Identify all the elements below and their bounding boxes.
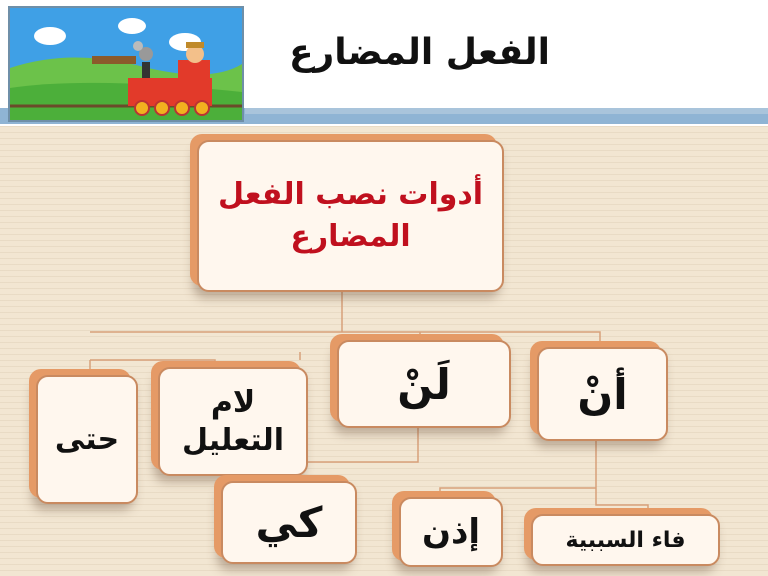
node-lan-label: لَنْ — [397, 359, 451, 409]
node-lan — [337, 340, 511, 428]
node-lam-label-line1: لام — [210, 385, 256, 420]
node-kay-label: كي — [255, 498, 323, 547]
node-faa-alsababiya — [531, 514, 720, 566]
node-idhan-label: إذن — [421, 512, 481, 552]
page-title: الفعل المضارع — [288, 32, 550, 73]
node-an — [537, 347, 668, 441]
node-an-label: أنْ — [577, 369, 628, 419]
node-lam-altaleel — [158, 367, 308, 476]
node-hatta — [36, 375, 138, 504]
root-node — [197, 140, 504, 292]
node-hatta-label: حتى — [54, 422, 120, 457]
node-idhan — [399, 497, 503, 567]
root-label-line2: المضارع — [290, 219, 411, 254]
node-kay — [221, 481, 357, 564]
node-lam-label-line2: التعليل — [182, 422, 284, 458]
root-label-line1: أدوات نصب الفعل — [217, 177, 484, 212]
node-faa-label: فاء السببية — [565, 527, 686, 553]
